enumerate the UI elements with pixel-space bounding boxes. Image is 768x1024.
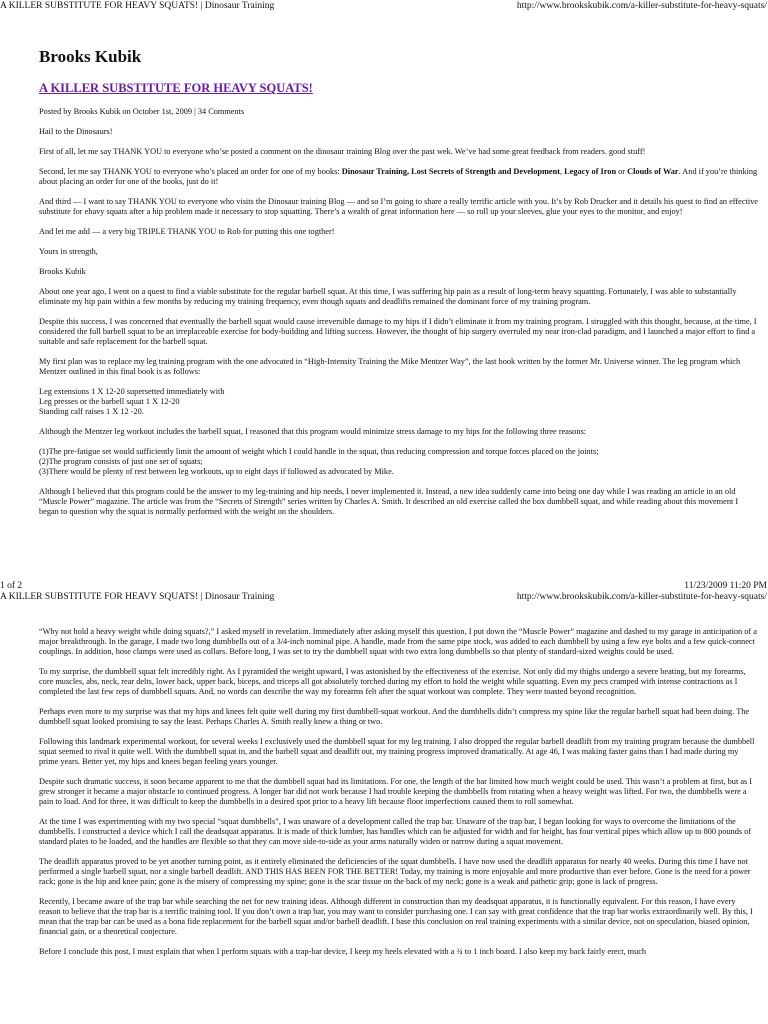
header-url: http://www.brookskubik.com/a-killer-substitute-for-heavy-squats/: [516, 592, 767, 602]
paragraph-perhaps: Perhaps even more to my surprise was that my hips and knees felt quite well during my first dumbbell-squat workout. And the dumbbells didn’t compress my spine like the regular barbell squat had been doing. The dumbbell squat looked promising to say the least. Perhaps Charles A. Smith really knew a thing or two.: [39, 707, 750, 726]
reason-item: (2)The program consists of just one set of squats;: [39, 457, 203, 466]
paragraph-although: Although the Mentzer leg workout includes the barbell squat, I reasoned that this program would minimize stress damage to my hips for the following three reasons:: [39, 427, 587, 436]
signature: Brooks Kubik: [39, 267, 86, 276]
paragraph-time: At the time I was experimenting with my two special “squat dumbbells”, I was unaware of a development called the trap bar. Unaware of the trap bar, I began looking for ways to overcome the limitations of the dumbbells. I constructed a device which I call the deadsquat apparatus. It is made of thick lumber, has handles which can be adjusted for width and for height, has four vertical pipes which allow up to 800 pounds of standard plates to be loaded, and the handles are flexible so that they can move side-to-side as your arms naturally widen or narrow during a squat movement.: [39, 817, 752, 846]
reason-item: (3)There would be plenty of rest between leg workouts, up to eight days if followed as advocated by Mike.: [39, 467, 394, 476]
paragraph-first: First of all, let me say THANK YOU to everyone who’se posted a comment on the dinosaur training Blog over the past wek. We’ve had some great feedback from readers. good stuff!: [39, 147, 646, 156]
header-title: A KILLER SUBSTITUTE FOR HEAVY SQUATS! | Dinosaur Training: [0, 1, 275, 11]
site-title[interactable]: Brooks Kubik: [39, 47, 142, 66]
page-header: [0, 0, 768, 12]
second-text-c: ,: [559, 167, 565, 176]
leg-list-item: Standing calf raises 1 X 12 -20.: [39, 407, 144, 416]
paragraph-add: And let me add — a very big TRIPLE THANK YOU to Rob for putting this one togther!: [39, 227, 335, 236]
paragraph-deadlift: The deadlift apparatus proved to be yet another turning point, as it entirely eliminated the deficiencies of the squat dumbbells. I have now used the deadlift apparatus for nearly 40 weeks. During this time I have not performed a single barbell squat, nor a single barbell deadlift. AND THIS HAS BEEN FOR THE BETTER! Today, my training is more enjoyable and more productive than ever before. Gone is the need for a power rack; gone is the hip and knee pain; gone is the misery of compressing my spine; gone is the scar tissue on the back of my neck; gone is a weak and pathetic grip; gone is lack of progress.: [39, 857, 751, 886]
header-url: http://www.brookskubik.com/a-killer-substitute-for-heavy-squats/: [516, 1, 767, 11]
book-legacy-of-iron: Legacy of Iron: [564, 167, 617, 176]
leg-list-item: Leg presses or the barbell squat 1 X 12-20: [39, 397, 180, 406]
page-header-2: [0, 591, 768, 603]
print-datetime: 11/23/2009 11:20 PM: [684, 581, 767, 591]
header-title: A KILLER SUBSTITUTE FOR HEAVY SQUATS! | Dinosaur Training: [0, 592, 275, 602]
book-clouds-of-war: Clouds of War: [627, 167, 679, 176]
paragraph-following: Following this landmark experimental workout, for several weeks I exclusively used the dumbbell squat for my leg training. I also dropped the regular barbell deadlift from my training program because the dumbbell squat seemed to rival it quite well. With the dumbbell squat in, and the barbell squat and deadlift out, my training progress improved dramatically. At age 46, I was making faster gains than I had made during my prime years. Better yet, my hips and knees began feeling years younger.: [39, 737, 755, 766]
paragraph-recently: Recently, I became aware of the trap bar while searching the net for new training ideas. Although different in construction than my deadsquat apparatus, it is functionally equivalent. For this reason, I have every reason to believe that the trap bar is a terrific training tool. If you don’t own a trap bar, you may want to consider purchasing one. I can say with great confidence that the trap bar works extraordinarily well. By this, I mean that the trap bar can be used as a bona fide replacement for the barbell squat and/or barbell deadlift. I base this conclusion on real training experiments with a similar device, not on speculation, biased opinion, financial gain, or a theoretical conjecture.: [39, 897, 753, 936]
paragraph-why: “Why not hold a heavy weight while doing squats?,” I asked myself in revelation. Immediately after asking myself this question, I put down the “Muscle Power” magazine and dashed to my garage in anticipation of a major breakthrough. In the garage, I made two long dumbbells out of a 3/4-inch nominal pipe. A handle, made from the same pipe stock, was added to each dumbbell by using a few eye bolts and a few quick-connect couplings. In addition, hose clamps were used as collars. Before long, I was set to try the dumbbell squat with two extra long dumbbells so that plenty of standard-sized weights could be used.: [39, 627, 757, 656]
leg-list-item: Leg extensions 1 X 12-20 supersetted immediately with: [39, 387, 225, 396]
paragraph-plan: My first plan was to replace my leg training program with the one advocated in “High-Intensity Training the Mike Mentzer Way”, the last book written by the former Mr. Universe winner. The leg program which Mentzer outlined in this final book is as follows:: [39, 357, 741, 376]
paragraph-yours: Yours in strength,: [39, 247, 98, 256]
paragraph-before: Before I conclude this post, I must explain that when I perform squats with a trap-bar device, I keep my heels elevated with a ¾ to 1 inch board. I also keep my back fairly erect, much: [39, 947, 647, 956]
paragraph-third: And third — I want to say THANK YOU to everyone who visits the Dinosaur training Blog — and so I’m going to share a really terrific article with you. It’s by Rob Drucker and it details his quest to find an effective substitute for ehavy squats after a hip problem made it necessary to stop squatting. There’s a wealth of great information here — so roll up your sleeves, glue your eyes to the monitor, and enjoy!: [39, 197, 758, 216]
page-1-content: [39, 40, 759, 527]
paragraph-believed: Although I believed that this program could be the answer to my leg-training and hip needs, I never implemented it. Instead, a new idea suddenly came into being one day while I was reading an article in an old “Muscle Power” magazine. The article was from the “Secrets of Strength” series written by Charles A. Smith. It described an old exercise called the box dumbbell squat, and while reading about this movement I began to question why the squat is normally performed with the weight on the shoulders.: [39, 487, 739, 516]
second-text-a: Second, let me say THANK YOU to everyone who’s placed an order for one of my books:: [39, 167, 342, 176]
reason-item: (1)The pre-fatigue set would sufficiently limit the amount of weight which I could handle in the squat, thus reducing compression and torque forces placed on the joints;: [39, 447, 599, 456]
second-text-e: . And if you’re thinking about placing an order for one of the books, just do it!: [39, 167, 758, 186]
paragraph-dramatic: Despite such dramatic success, it soon became apparent to me that the dumbbell squat had its limitations. For one, the length of the bar limited how much weight could be used. This wasn’t a problem at first, but as I grew stronger it became a major obstacle to continued progress. A longer bar did not work because I had trouble keeping the dumbbells from rotating when a heavy weight was lifted. For two, the dumbbells were a pain to load. And for three, it was difficult to keep the dumbbells in a desired spot prior to a heavy lift because floor imperfections caused them to roll somewhat.: [39, 777, 753, 806]
paragraph-hail: Hail to the Dinosaurs!: [39, 127, 113, 136]
paragraph-surprise: To my surprise, the dumbbell squat felt incredibly right. As I pyramided the weight upward, I was astonished by the effectiveness of the exercise. Not only did my thighs undergo a severe beating, but my forearms, core muscles, abs, neck, rear delts, lower back, upper back, biceps, and triceps all got absolutely torched during my effort to hold the weight while squatting. Even my pecs cramped with intense contractions as I completed the last few reps of dumbbell squats. And, no words can describe the way my forearms felt after the squat workout was complete. They were toasted beyond recognition.: [39, 667, 746, 696]
book-dinosaur-training: Dinosaur Training, Lost Secrets of Strength and Development: [341, 167, 560, 176]
post-title[interactable]: A KILLER SUBSTITUTE FOR HEAVY SQUATS!: [39, 81, 313, 95]
paragraph-about: About one year ago, I went on a quest to find a viable substitute for the regular barbell squat. At this time, I was suffering hip pain as a result of long-term heavy squatting. Fortunately, I was able to substantially eliminate my hip pain within a few months by reducing my training frequency, even though squats and deadlifts remained the dominant force of my training program.: [39, 287, 737, 306]
paragraph-second: [39, 167, 759, 187]
post-meta: Posted by Brooks Kubik on October 1st, 2009 | 34 Comments: [39, 107, 245, 116]
paragraph-despite: Despite this success, I was concerned that eventually the barbell squat would cause irreversible damage to my hips if I didn’t eliminate it from my training program. I struggled with this thought, because, at the time, I considered the full barbell squat to be an irreplaceable exercise for body-building and lifting success. However, the thought of hip surgery overruled my near iron-clad paradigm, and I launched a major effort to find a suitable and safe replacement for the barbell squat.: [39, 317, 757, 346]
page-number: 1 of 2: [0, 581, 23, 591]
page-2-content: [39, 627, 759, 967]
second-text-d: or: [616, 167, 628, 176]
